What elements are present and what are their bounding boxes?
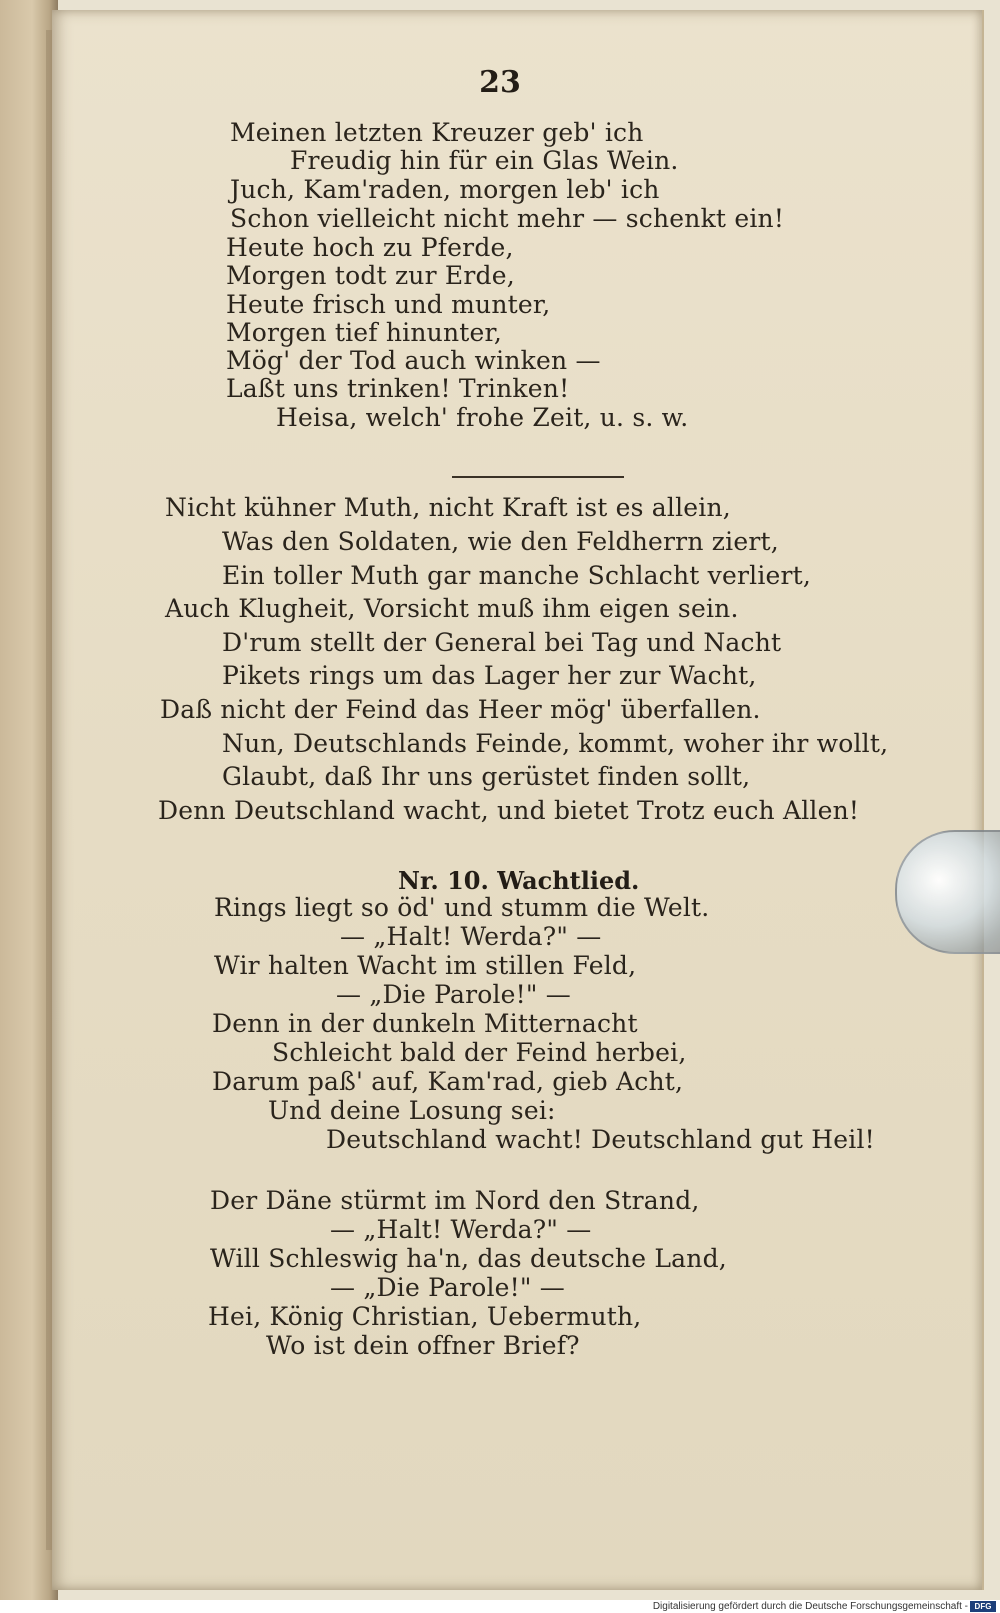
page-number: 23 <box>479 65 521 100</box>
stanza-2-line-8: Nun, Deutschlands Feinde, kommt, woher ihr wollt, <box>222 729 889 758</box>
stanza-1-line-2: Freudig hin für ein Glas Wein. <box>290 146 679 175</box>
stanza-4-line-3: Will Schleswig ha'n, das deutsche Land, <box>210 1244 727 1273</box>
stanza-2-line-1: Nicht kühner Muth, nicht Kraft ist es allein, <box>165 493 731 522</box>
stanza-2-line-9: Glaubt, daß Ihr uns gerüstet finden sollt, <box>222 762 751 791</box>
footer-bar <box>0 1600 1000 1613</box>
stanza-1-line-3: Juch, Kam'raden, morgen leb' ich <box>230 175 660 204</box>
stanza-2-line-6: Pikets rings um das Lager her zur Wacht, <box>222 661 757 690</box>
stanza-1-line-9: Mög' der Tod auch winken — <box>226 346 601 375</box>
stanza-2-line-10: Denn Deutschland wacht, und bietet Trotz euch Allen! <box>158 796 860 825</box>
stanza-4-line-6: Wo ist dein offner Brief? <box>266 1331 580 1360</box>
stanza-1-line-11: Heisa, welch' frohe Zeit, u. s. w. <box>276 403 689 432</box>
stanza-4-line-1: Der Däne stürmt im Nord den Strand, <box>210 1186 700 1215</box>
stanza-1-line-8: Morgen tief hinunter, <box>226 318 503 347</box>
stanza-4-line-2: — „Halt! Werda?" — <box>330 1215 592 1244</box>
stanza-3-line-9: Deutschland wacht! Deutschland gut Heil! <box>326 1125 875 1154</box>
stanza-3-line-7: Darum paß' auf, Kam'rad, gieb Acht, <box>212 1067 684 1096</box>
song-heading: Nr. 10. Wachtlied. <box>398 866 640 895</box>
stanza-1-line-10: Laßt uns trinken! Trinken! <box>226 374 570 403</box>
stanza-2-line-4: Auch Klugheit, Vorsicht muß ihm eigen sein. <box>165 594 739 623</box>
stanza-1-line-4: Schon vielleicht nicht mehr — schenkt ein! <box>230 204 785 233</box>
stanza-3-line-8: Und deine Losung sei: <box>268 1096 556 1125</box>
stanza-3-line-1: Rings liegt so öd' und stumm die Welt. <box>214 893 710 922</box>
glass-clip <box>895 830 1000 954</box>
stanza-4-line-5: Hei, König Christian, Uebermuth, <box>208 1302 642 1331</box>
dfg-logo: DFG <box>970 1601 996 1612</box>
stanza-1-line-5: Heute hoch zu Pferde, <box>226 233 514 262</box>
footer-credit: Digitalisierung gefördert durch die Deutsche Forschungsgemeinschaft - <box>652 1601 968 1612</box>
stanza-2-line-2: Was den Soldaten, wie den Feldherrn ziert, <box>222 527 779 556</box>
stanza-2-line-7: Daß nicht der Feind das Heer mög' überfallen. <box>160 695 761 724</box>
stanza-2-line-5: D'rum stellt der General bei Tag und Nacht <box>222 628 782 657</box>
stanza-3-line-2: — „Halt! Werda?" — <box>340 922 602 951</box>
stanza-1-line-6: Morgen todt zur Erde, <box>226 261 515 290</box>
section-divider <box>452 476 624 478</box>
stanza-1-line-7: Heute frisch und munter, <box>226 290 551 319</box>
stanza-3-line-6: Schleicht bald der Feind herbei, <box>272 1038 687 1067</box>
stanza-1-line-1: Meinen letzten Kreuzer geb' ich <box>230 118 644 147</box>
stanza-4-line-4: — „Die Parole!" — <box>330 1273 565 1302</box>
stanza-2-line-3: Ein toller Muth gar manche Schlacht verliert, <box>222 561 812 590</box>
stanza-3-line-3: Wir halten Wacht im stillen Feld, <box>214 951 637 980</box>
stanza-3-line-5: Denn in der dunkeln Mitternacht <box>212 1009 638 1038</box>
stanza-3-line-4: — „Die Parole!" — <box>336 980 571 1009</box>
